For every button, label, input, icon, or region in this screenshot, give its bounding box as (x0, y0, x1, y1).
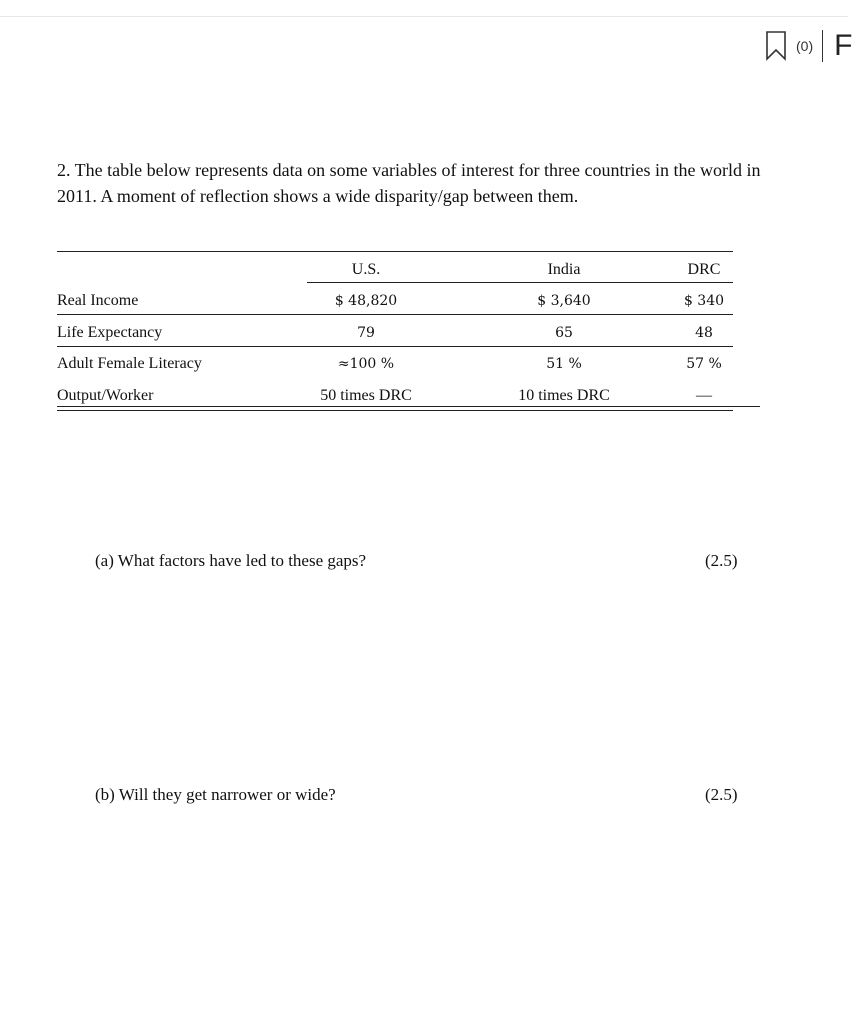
row-label: Life Expectancy (57, 324, 163, 341)
part-b-question: (b) Will they get narrower or wide? (95, 785, 336, 804)
bookmark-count: (0) (796, 38, 814, 54)
toolbar (766, 30, 852, 62)
table-top-rule (57, 251, 733, 252)
column-header-drc: DRC (687, 261, 721, 278)
question-text: 2. The table below represents data on some variables of interest for three countries in the world in 2011. A moment of reflection shows a wide disparity/gap between them. (57, 160, 761, 206)
bookmark-icon[interactable] (766, 31, 786, 61)
toolbar-trailing-glyph[interactable]: F (834, 29, 852, 62)
table-cell: — (696, 387, 712, 404)
row-rule (57, 314, 733, 315)
table-cell: $ 48,820 (334, 293, 398, 309)
row-label: Output/Worker (57, 387, 154, 404)
table-cell: 57 % (686, 356, 722, 372)
table-cell: 79 (357, 325, 375, 341)
column-header-us: U.S. (351, 261, 381, 278)
top-divider (0, 16, 848, 17)
header-rule (307, 282, 733, 283)
bottom-rule (57, 406, 760, 407)
table-cell: 48 (695, 325, 713, 341)
bottom-rule-double (57, 410, 733, 411)
table-cell: 65 (555, 325, 573, 341)
table-cell: $ 3,640 (537, 293, 591, 309)
part-b-marks: (2.5) (705, 785, 738, 804)
toolbar-divider (822, 30, 823, 62)
part-a-question: (a) What factors have led to these gaps? (95, 551, 367, 570)
part-a-marks: (2.5) (705, 551, 738, 570)
table-cell: 50 times DRC (320, 387, 412, 404)
row-rule (57, 346, 733, 347)
row-label: Adult Female Literacy (57, 355, 202, 372)
table-cell: 51 % (546, 356, 582, 372)
table-cell: ≈100 % (337, 356, 395, 372)
column-header-india: India (547, 261, 581, 278)
table-cell: 10 times DRC (518, 387, 610, 404)
table-cell: $ 340 (683, 293, 725, 309)
row-label: Real Income (57, 292, 139, 309)
